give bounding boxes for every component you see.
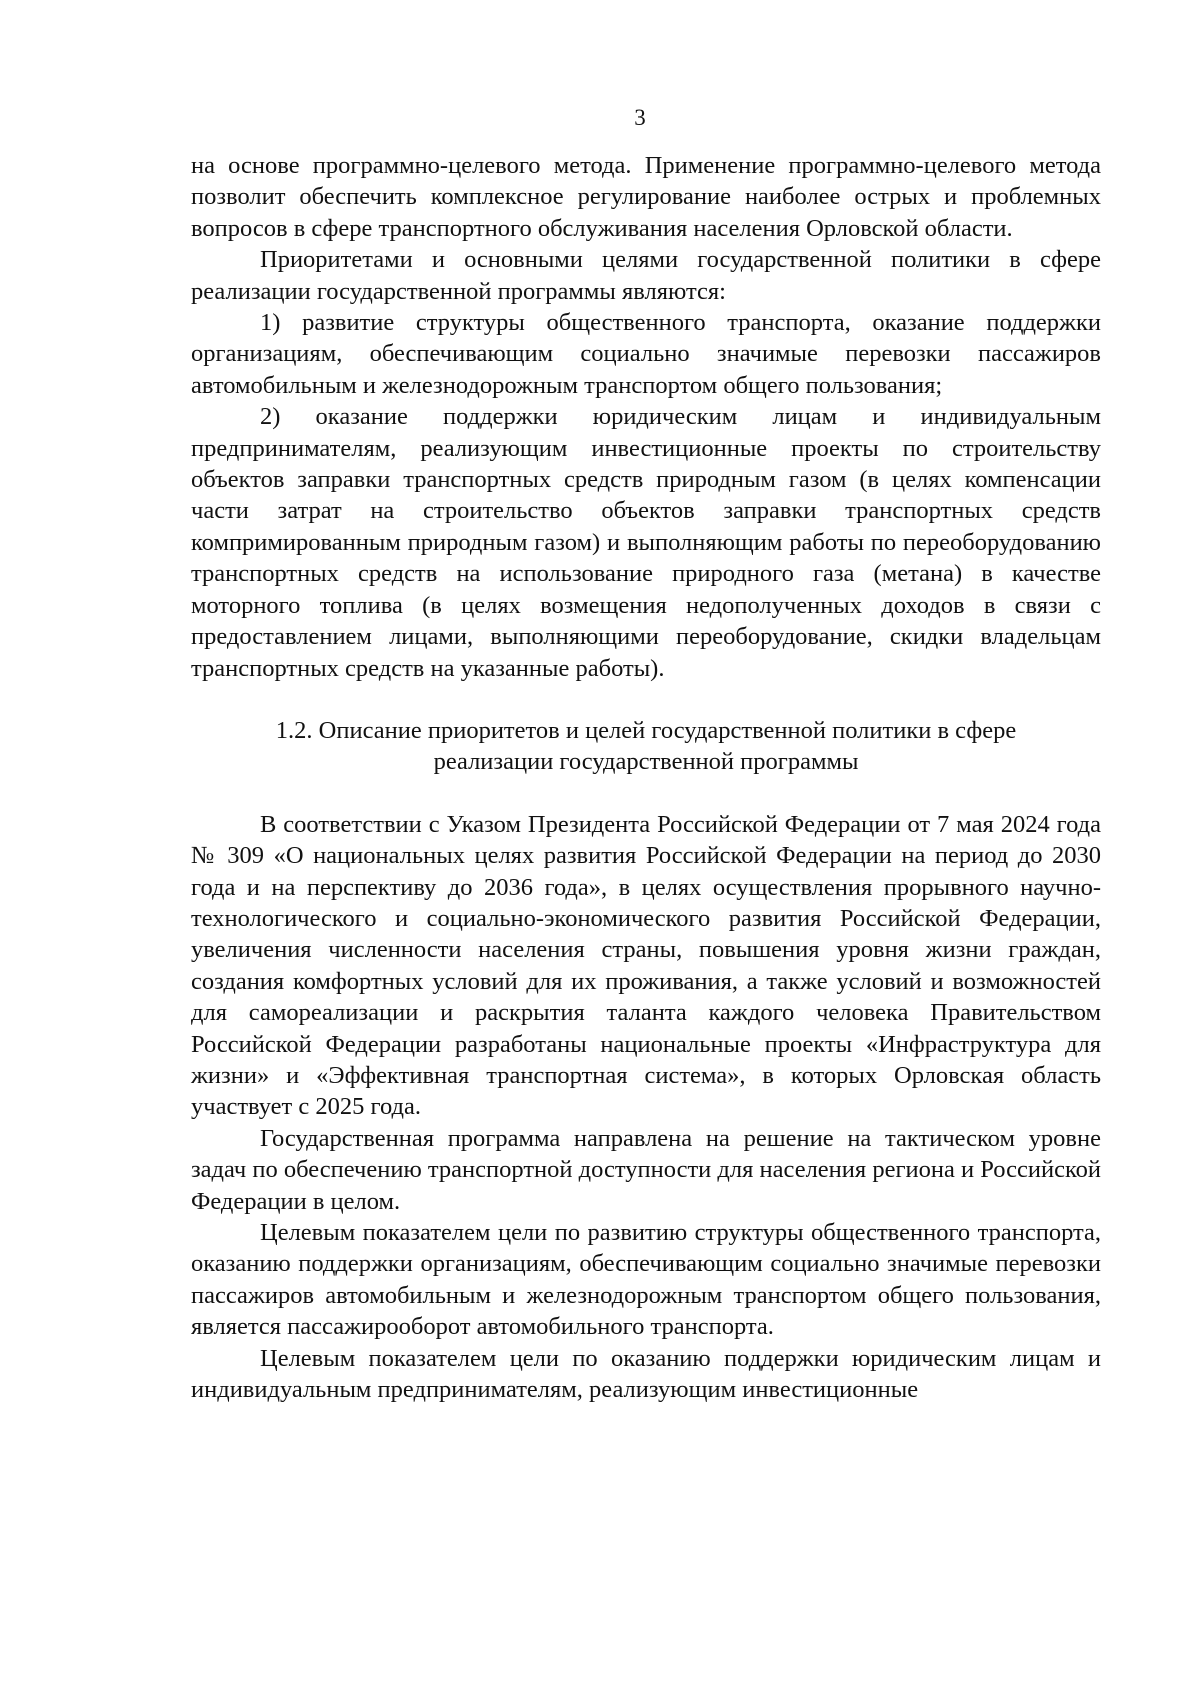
paragraph-presidential-decree: В соответствии с Указом Президента Российской Федерации от 7 мая 2024 года № 309 «О национальных целях развития Российской Федерации на период до 2030 года и на перспективу до 2036 года», в целях осуществления прорывного научно-технологического и социально-экономического развития Российской Федерации, увеличения численности населения страны, повышения уровня жизни граждан, создания комфортных условий для их проживания, а также условий и возможностей для самореализации и раскрытия таланта каждого человека Правительством Российской Федерации разработаны национальные проекты «Инфраструктура для жизни» и «Эффективная транспортная система», в которых Орловская область участвует с 2025 года. — [191, 810, 1101, 1121]
paragraph-priorities-intro: Приоритетами и основными целями государственной политики в сфере реализации государственной программы являются: — [191, 246, 1101, 305]
paragraph-program-direction: Государственная программа направлена на решение на тактическом уровне задач по обеспечению транспортной доступности для населения региона и Российской Федерации в целом. — [191, 1124, 1101, 1215]
document-body — [191, 150, 1101, 1405]
section-heading-line-1: 1.2. Описание приоритетов и целей государственной политики в сфере — [275, 716, 1017, 744]
paragraph-priority-2: 2) оказание поддержки юридическим лицам и индивидуальным предпринимателям, реализующим инвестиционные проекты по строительству объектов заправки транспортных средств природным газом (в целях компенсации части затрат на строительство объектов заправки транспортных средств компримированным природным газом) и выполняющим работы по переоборудованию транспортных средств на использование природного газа (метана) в качестве моторного топлива (в целях возмещения недополученных доходов в связи с предоставлением лицами, выполняющими переоборудование, скидки владельцам транспортных средств на указанные работы). — [191, 403, 1101, 682]
page-number: 3 — [634, 105, 646, 130]
paragraph-target-indicator-transport: Целевым показателем цели по развитию структуры общественного транспорта, оказанию поддержки организациям, обеспечивающим социально значимые перевозки пассажиров автомобильным и железнодорожным транспортом общего пользования, является пассажирооборот автомобильного транспорта. — [191, 1219, 1101, 1341]
paragraph-target-indicator-support: Целевым показателем цели по оказанию поддержки юридическим лицам и индивидуальным предпринимателям, реализующим инвестиционные — [191, 1344, 1101, 1404]
paragraph-program-target-method: на основе программно-целевого метода. Применение программно-целевого метода позволит обеспечить комплексное регулирование наиболее острых и проблемных вопросов в сфере транспортного обслуживания населения Орловской области. — [191, 152, 1101, 242]
paragraph-priority-1: 1) развитие структуры общественного транспорта, оказание поддержки организациям, обеспечивающим социально значимые перевозки пассажиров автомобильным и железнодорожным транспортом общего пользования; — [191, 309, 1101, 399]
section-heading-line-2: реализации государственной программы — [433, 748, 859, 776]
section-heading — [191, 715, 1101, 778]
